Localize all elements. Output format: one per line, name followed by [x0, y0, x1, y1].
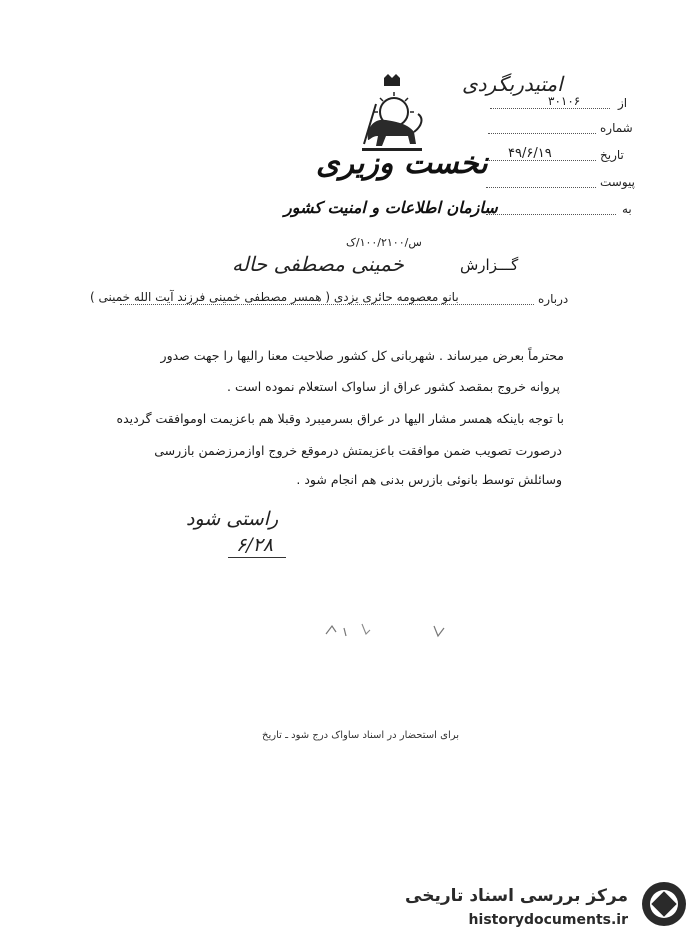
number-dotline — [488, 133, 596, 134]
to-label: به — [622, 202, 632, 216]
number-label: شماره — [600, 121, 633, 135]
from-value: ۳۰۱۰۶ — [548, 94, 581, 108]
body-line-5: وسائلش توسط بانوئی بازرس بدنی هم انجام شود . — [296, 472, 562, 487]
body-line-4: درصورت تصویب ضمن موافقت باعزیمتش درموقع خروج اوازمرزضمن بازرسی — [154, 443, 562, 458]
handwritten-signature-date: ۶/۲۸ — [236, 534, 274, 556]
date-dotline — [486, 160, 596, 161]
report-heading: گـــزارش — [460, 256, 519, 274]
from-dotline — [490, 108, 610, 109]
org-code: س/۱۰۰/۲۱۰۰/ک — [346, 236, 422, 249]
subject-dotline — [120, 304, 534, 305]
to-dotline — [486, 214, 616, 215]
watermark-footer — [385, 870, 700, 942]
top-handwritten-annotation: امتیدربگردی — [462, 72, 563, 96]
faint-scribble-mark — [322, 620, 472, 640]
subject-label: درباره — [538, 292, 569, 306]
archive-logo-icon — [642, 882, 686, 926]
date-value: ۴۹/۶/۱۹ — [508, 146, 552, 161]
org-title: نخست وزیری — [316, 146, 488, 181]
subject-value: بانو معصومه حائری یزدی ( همسر مصطفی خمینی فرزند آیت الله خمینی ) — [90, 290, 459, 304]
attachment-label: پیوست — [600, 175, 635, 189]
watermark-title: مرکز بررسی اسناد تاریخی — [405, 886, 628, 906]
body-line-2: پروانه خروج بمقصد کشور عراق از ساواک استعلام نموده است . — [227, 379, 560, 394]
from-label: از — [618, 96, 628, 110]
signature-underline — [228, 557, 286, 558]
watermark-url: historydocuments.ir — [468, 912, 628, 928]
handwritten-name: خمینی مصطفی حاله — [232, 252, 404, 276]
body-line-3: با توجه باینکه همسر مشار الیها در عراق بسرمیبرد وقبلا هم باعزیمت اوموافقت گردیده — [116, 411, 564, 426]
body-line-1: محترماً بعرض میرساند . شهربانی کل کشور صلاحیت معنا رالیها را جهت صدور — [160, 348, 564, 363]
lion-and-sun-emblem-icon — [356, 74, 428, 154]
org-subtitle: سازمان اطلاعات و امنیت کشور — [284, 198, 498, 217]
handwritten-signature: راستی شود — [186, 508, 279, 530]
attachment-dotline — [486, 187, 596, 188]
bottom-note: برای استحضار در اسناد ساواک درج شود ـ تاریخ — [262, 730, 460, 741]
date-label: تاریخ — [600, 148, 624, 162]
